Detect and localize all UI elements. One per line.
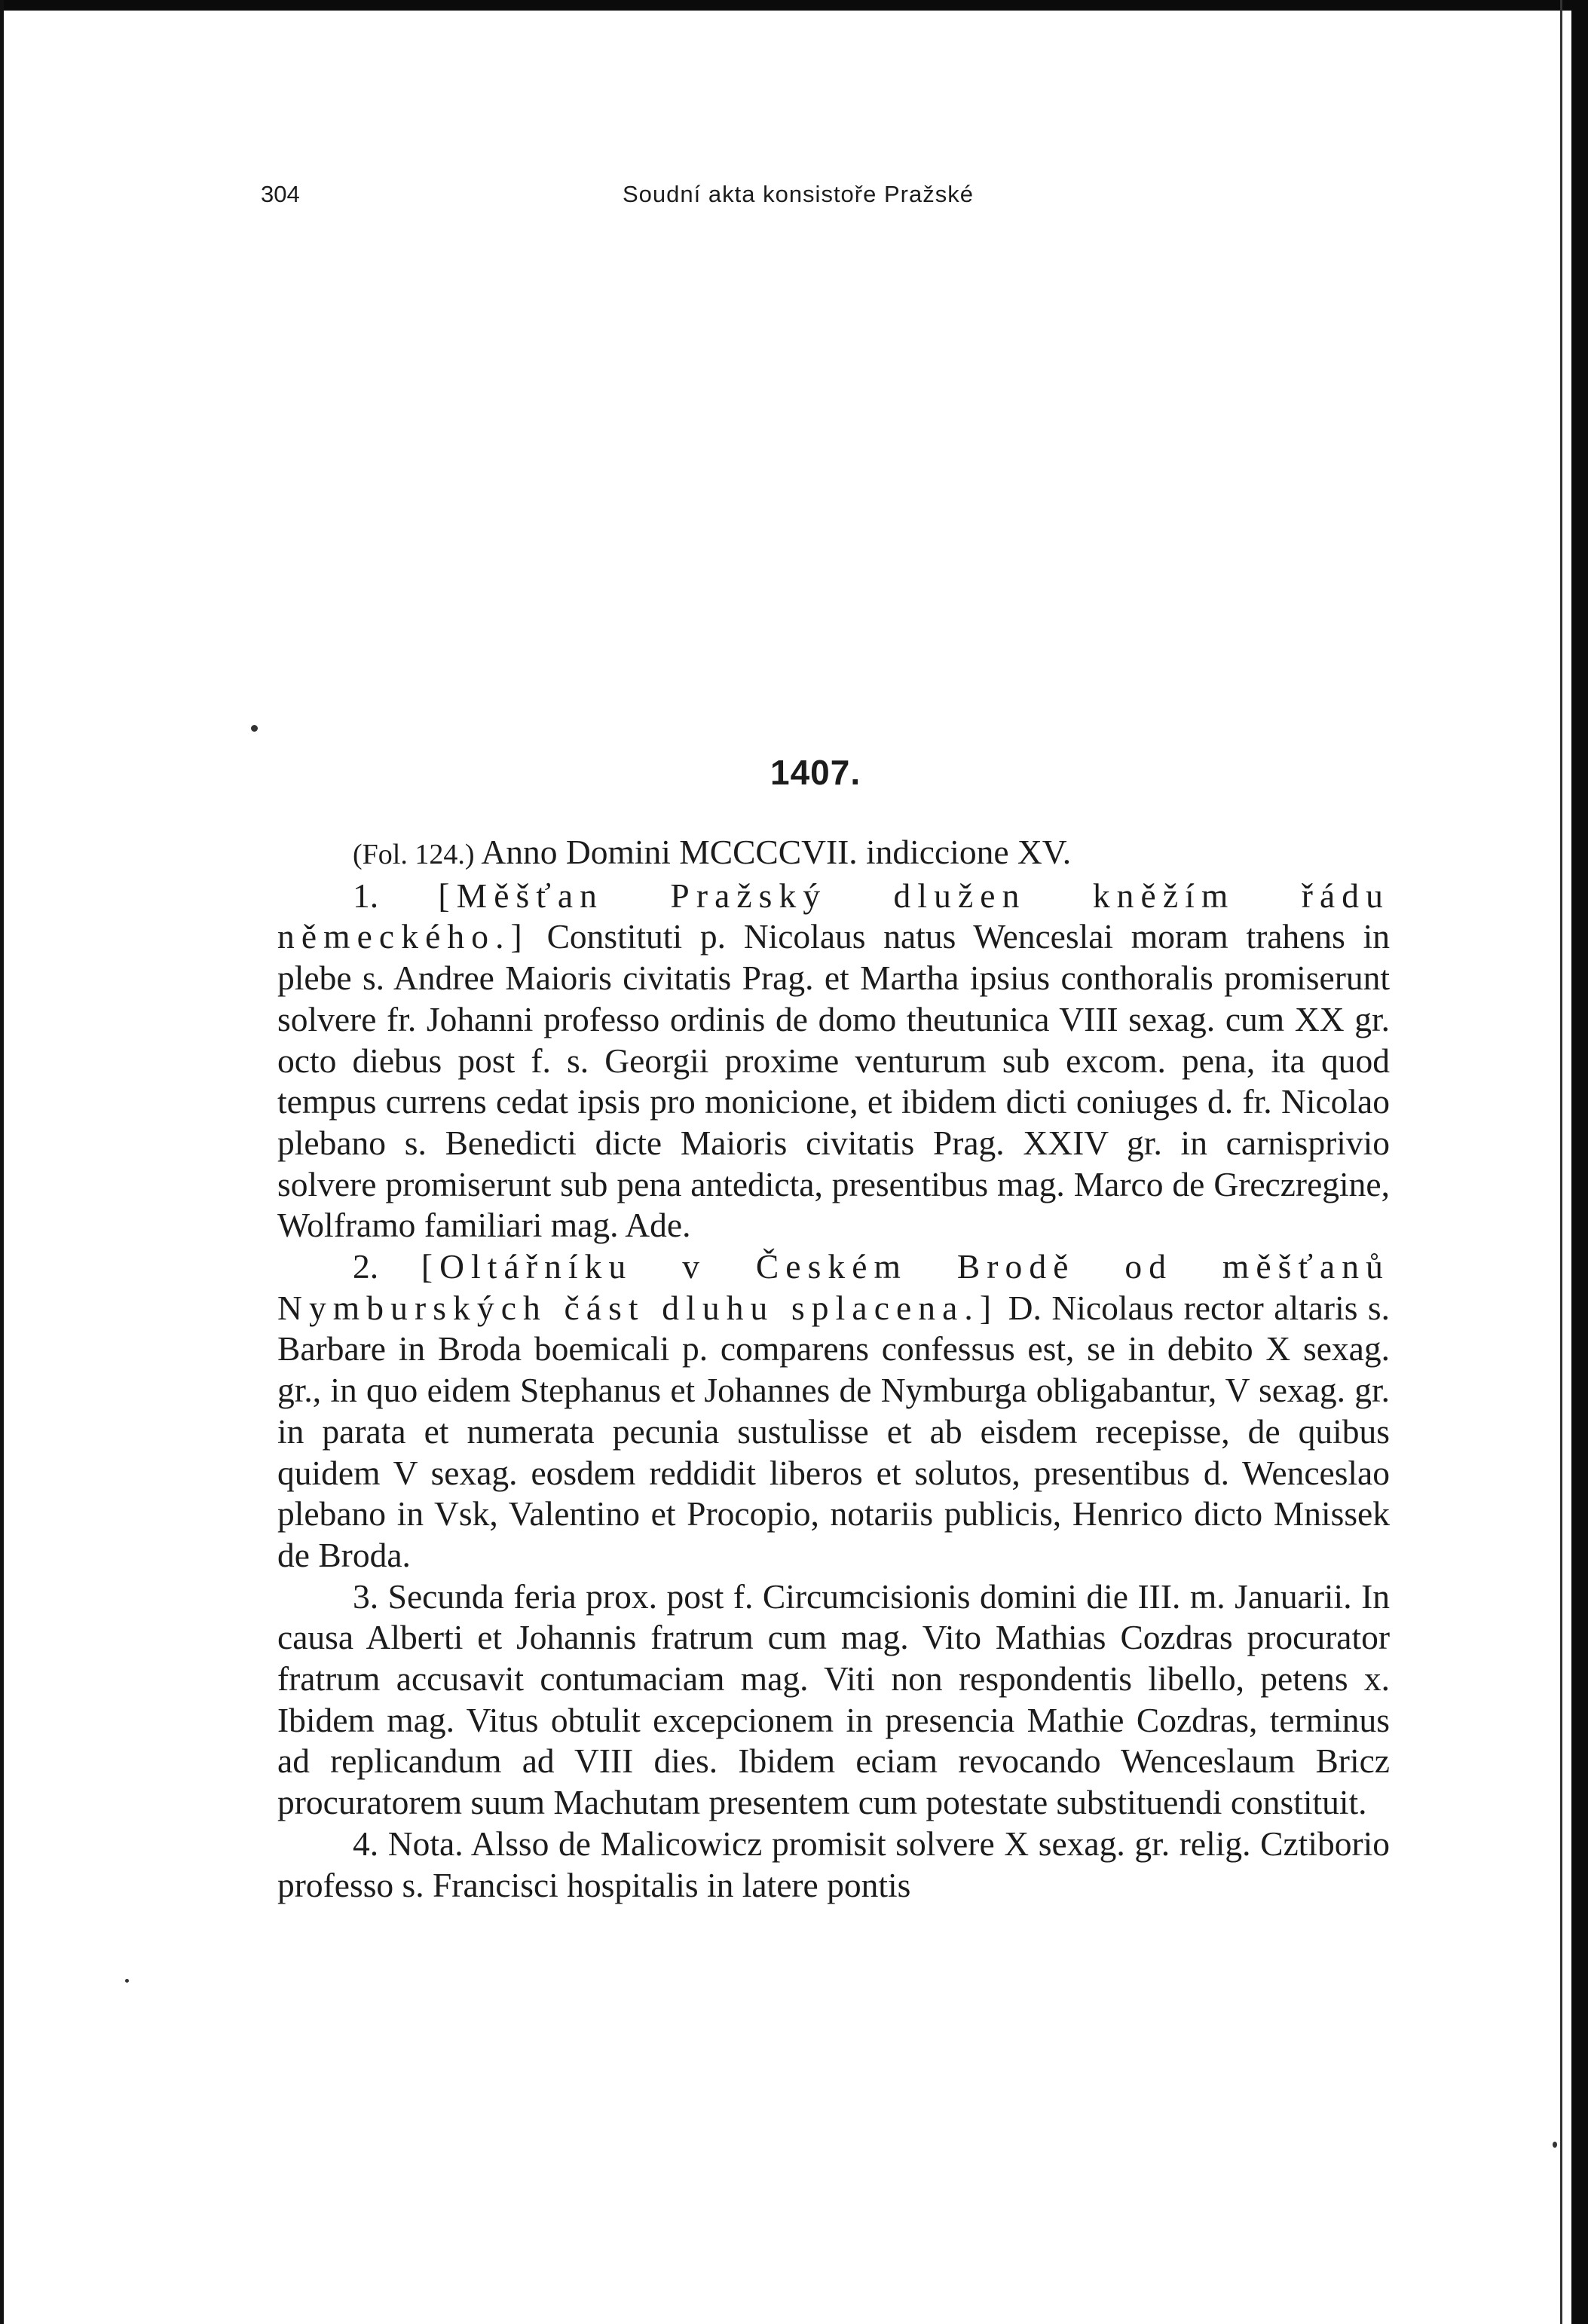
entry-text: Secunda feria prox. post f. Circumcisionis domini die III. m. Januarii. In causa Alberti et Johannis fratrum cum mag. Vito Mathias Cozdras procurator fratrum accusavit contumaciam mag. Viti non respondentis libello, petens x. Ibidem mag. Vitus obtulit excepcionem in presencia Mathie Cozdras, terminus ad replicandum ad VIII dies. Ibidem eciam revocando Wenceslaum Bricz procuratorem suum Machutam presentem cum potestate substituendi constituit. [277, 1576, 1390, 1822]
scan-speck [125, 1979, 129, 1983]
entry-number: 3. [353, 1576, 379, 1616]
entry-paragraph [277, 1824, 1390, 1906]
entry-text: Nota. Alsso de Malicowicz promisit solvere X sexag. gr. relig. Cztiborio professo s. Francisci hospitalis in latere pontis [277, 1824, 1391, 1904]
page-number: 304 [261, 181, 300, 207]
document-body [277, 832, 1390, 1906]
entry-text: D. Nicolaus rector altaris s. Barbare in Broda boemicali p. comparens confessus est, se in debito X sexag. gr., in quo eidem Stephanus et Johannes de Nymburga obligabantur, V sexag. gr. in parata et numerata pecunia sustulisse et ab eisdem recepisse, de quibus quidem V sexag. eosdem reddidit liberos et solutos, presentibus d. Wenceslao plebano in Vsk, Valentino et Procopio, notariis publicis, Henrico dicto Mnissek de Broda. [277, 1288, 1391, 1574]
intro-paragraph [277, 832, 1390, 876]
page-header [261, 181, 1037, 211]
entry-number: 1. [353, 876, 379, 915]
folio-reference: (Fol. 124.) [353, 839, 475, 870]
scan-border-left [0, 0, 4, 2324]
scan-speck [251, 725, 258, 732]
running-title: Soudní akta konsistoře Pražské [623, 181, 974, 207]
entry-heading: [Oltářníku v Českém Brodě od měšťanů Nymburských část dluhu splacena.] [277, 1247, 1391, 1327]
entry-heading: [Měšťan Pražský dlužen kněžím řádu německého.] [277, 876, 1390, 956]
entry-paragraph [277, 1576, 1390, 1824]
scan-speck [1553, 2142, 1557, 2148]
entry-number: 4. [353, 1824, 379, 1863]
scan-border-right [1571, 0, 1588, 2324]
entry-paragraph [277, 876, 1390, 1246]
year-heading: 1407. [770, 753, 861, 792]
scan-border-right-line [1560, 0, 1562, 2324]
entry-text: Constituti p. Nicolaus natus Wenceslai moram trahens in plebe s. Andree Maioris civitatis Prag. et Martha ipsius conthoralis promiserunt solvere fr. Johanni professo ordinis de domo theutunica VIII sexag. cum XX gr. octo diebus post f. s. Georgii proxime venturum sub excom. pena, ita quod tempus currens cedat ipsis pro monicione, et ibidem dicti coniuges d. fr. Nicolao plebano s. Benedicti dicte Maioris civitatis Prag. XXIV gr. in carnisprivio solvere promiserunt sub pena antedicta, presentibus mag. Marco de Greczregine, Wolframo familiari mag. Ade. [277, 917, 1390, 1245]
entry-paragraph [277, 1246, 1390, 1576]
entry-number: 2. [353, 1247, 379, 1286]
scan-border-top [0, 0, 1588, 11]
intro-text: Anno Domini MCCCCVII. indiccione XV. [481, 833, 1072, 871]
